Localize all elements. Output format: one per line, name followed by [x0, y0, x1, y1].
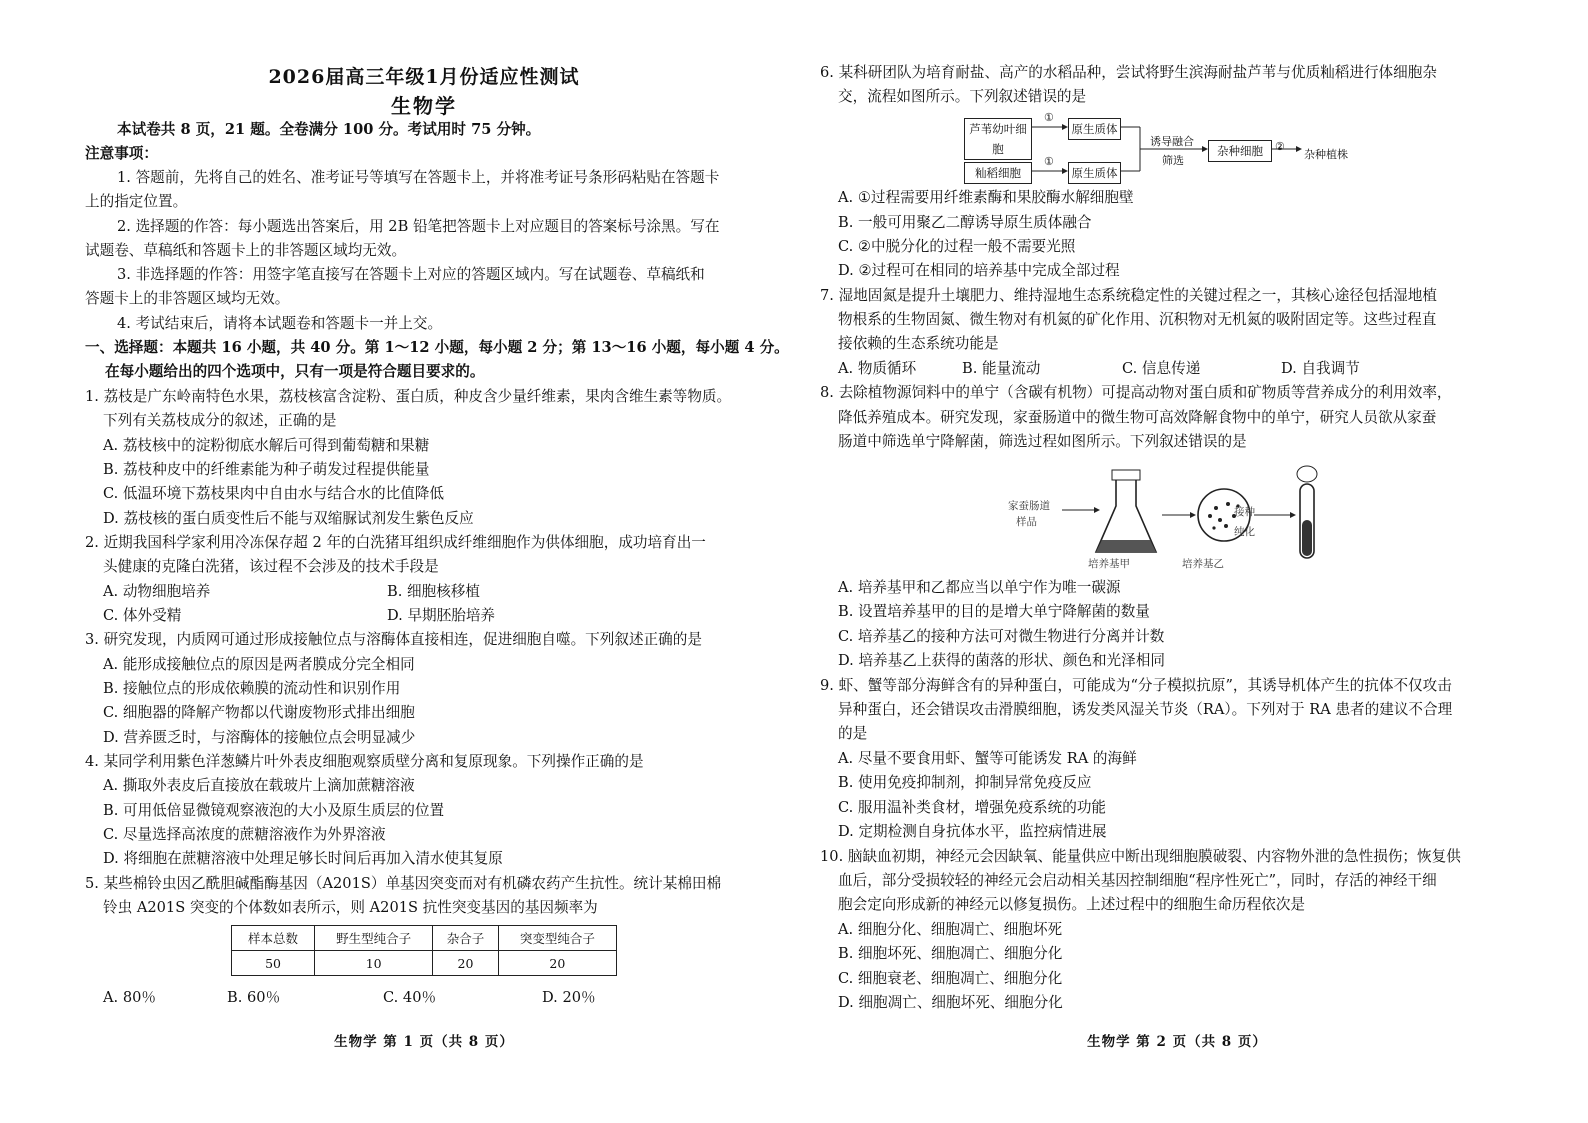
option: D. 营养匮乏时，与溶酶体的接触位点会明显减少: [103, 729, 416, 746]
option: C. 服用温补类食材，增强免疫系统的功能: [838, 799, 1107, 816]
note-line: 上的指定位置。: [85, 193, 188, 210]
flow-fusion-label: 诱导融合: [1150, 135, 1194, 148]
option: D. 早期胚胎培养: [387, 607, 496, 624]
question-stem: 下列有关荔枝成分的叙述，正确的是: [103, 412, 337, 429]
option: D. 自我调节: [1281, 360, 1360, 377]
option: A. 80％: [103, 989, 156, 1006]
question-stem: 铃虫 A201S 突变的个体数如表所示，则 A201S 抗性突变基因的基因频率为: [103, 899, 598, 916]
flow-step-1: ①: [1044, 155, 1054, 168]
option: C. 培养基乙的接种方法可对微生物进行分离并计数: [838, 628, 1165, 645]
option: C. 低温环境下荔枝果肉中自由水与结合水的比值降低: [103, 485, 444, 502]
table-header-row: [232, 926, 617, 951]
note-line: 3. 非选择题的作答：用签字笔直接写在答题卡上对应的答题区域内。写在试题卷、草稿纸和: [117, 266, 705, 283]
question-stem: 5. 某些棉铃虫因乙酰胆碱酯酶基因（A201S）单基因突变而对有机磷农药产生抗性。统计某棉田棉: [85, 875, 722, 892]
option: C. 体外受精: [103, 607, 182, 624]
question-stem: 6. 某科研团队为培育耐盐、高产的水稻品种，尝试将野生滨海耐盐芦苇与优质籼稻进行体细胞杂: [820, 64, 1437, 81]
option: D. 将细胞在蔗糖溶液中处理足够长时间后再加入清水使其复原: [103, 850, 503, 867]
section-heading: 一、选择题：本题共 16 小题，共 40 分。第 1～12 小题，每小题 2 分；第 13～16 小题，每小题 4 分。: [85, 339, 789, 356]
option: B. 荔枝种皮中的纤维素能为种子萌发过程提供能量: [103, 461, 430, 478]
option: B. 一般可用聚乙二醇诱导原生质体融合: [838, 214, 1092, 231]
exam-title: 2026届高三年级1月份适应性测试: [268, 66, 580, 88]
question-stem: 7. 湿地固氮是提升土壤肥力、维持湿地生态系统稳定性的关键过程之一，其核心途径包括湿地植: [820, 287, 1437, 304]
table-row: [232, 951, 617, 976]
option: C. 细胞器的降解产物都以代谢废物形式排出细胞: [103, 704, 415, 721]
question-stem: 9. 虾、蟹等部分海鲜含有的异种蛋白，可能成为“分子模拟抗原”，其诱导机体产生的抗体不仅攻击: [820, 677, 1452, 694]
flow-protoplast: 原生质体: [1068, 162, 1121, 184]
question-stem: 10. 脑缺血初期，神经元会因缺氧、能量供应中断出现细胞膜破裂、内容物外泄的急性损伤；恢复供: [820, 848, 1461, 865]
table-header-cell: 样本总数: [232, 926, 315, 951]
flow-reed-cell: 芦苇幼叶细胞: [964, 118, 1032, 160]
figure-sample-label: 家蚕肠道: [1008, 500, 1050, 512]
subject-title: 生物学: [391, 94, 457, 118]
flow-rice-cell: 籼稻细胞: [964, 162, 1032, 184]
flow-protoplast: 原生质体: [1068, 118, 1121, 140]
option: A. 培养基甲和乙都应当以单宁作为唯一碳源: [838, 579, 1121, 596]
option: A. 物质循环: [838, 360, 917, 377]
flow-step-1: ①: [1044, 111, 1054, 124]
option: D. ②过程可在相同的培养基中完成全部过程: [838, 262, 1120, 279]
note-line: 2. 选择题的作答：每小题选出答案后，用 2B 铅笔把答题卡上对应题目的答案标号涂黑。写在: [117, 218, 720, 235]
option: B. 60％: [227, 989, 281, 1006]
question-stem: 3. 研究发现，内质网可通过形成接触位点与溶酶体直接相连，促进细胞自噬。下列叙述正确的是: [85, 631, 702, 648]
page-footer: 生物学 第 1 页（共 8 页）: [334, 1034, 514, 1050]
question-stem: 物根系的生物固氮、微生物对有机氮的矿化作用、沉积物对无机氮的吸附固定等。这些过程直: [838, 311, 1437, 328]
option: B. 可用低倍显微镜观察液泡的大小及原生质层的位置: [103, 802, 445, 819]
flow-hybrid-plant: 杂种植株: [1304, 148, 1348, 161]
question-stem: 接依赖的生态系统功能是: [838, 335, 999, 352]
flow-screen-label: 筛选: [1162, 154, 1184, 167]
table-cell: 10: [315, 951, 433, 976]
table-cell: 20: [498, 951, 616, 976]
option: B. 细胞核移植: [387, 583, 480, 600]
option: D. 荔枝核的蛋白质变性后不能与双缩脲试剂发生紫色反应: [103, 510, 474, 527]
option: C. ②中脱分化的过程一般不需要光照: [838, 238, 1076, 255]
question-stem: 的是: [838, 725, 868, 742]
option: C. 细胞衰老、细胞凋亡、细胞分化: [838, 970, 1063, 987]
option: A. 荔枝核中的淀粉彻底水解后可得到葡萄糖和果糖: [103, 437, 430, 454]
option: D. 定期检测自身抗体水平，监控病情进展: [838, 823, 1107, 840]
question-stem: 血后，部分受损较轻的神经元会启动相关基因控制细胞“程序性死亡”，同时，存活的神经干细: [838, 872, 1437, 889]
question-stem: 2. 近期我国科学家利用冷冻保存超 2 年的白洗猪耳组织成纤维细胞作为供体细胞，成功培育出一: [85, 534, 706, 551]
table-header-cell: 野生型纯合子: [315, 926, 433, 951]
option: A. ①过程需要用纤维素酶和果胶酶水解细胞壁: [838, 189, 1134, 206]
option: B. 使用免疫抑制剂，抑制异常免疫反应: [838, 774, 1092, 791]
question-stem: 头健康的克隆白洗猪，该过程不会涉及的技术手段是: [103, 558, 439, 575]
note-line: 4. 考试结束后，请将本试题卷和答题卡一并上交。: [117, 315, 443, 332]
figure-medium-a: 培养基甲: [1088, 558, 1130, 570]
figure-purify-label: 纯化: [1234, 526, 1255, 538]
question-stem: 8. 去除植物源饲料中的单宁（含碳有机物）可提高动物对蛋白质和矿物质等营养成分的利用效率，: [820, 384, 1452, 401]
option: A. 尽量不要食用虾、蟹等可能诱发 RA 的海鲜: [838, 750, 1137, 767]
question-stem: 交，流程如图所示。下列叙述错误的是: [838, 88, 1087, 105]
option: B. 接触位点的形成依赖膜的流动性和识别作用: [103, 680, 401, 697]
option: B. 细胞坏死、细胞凋亡、细胞分化: [838, 945, 1063, 962]
option: A. 能形成接触位点的原因是两者膜成分完全相同: [103, 656, 415, 673]
figure-sample-label: 样品: [1016, 516, 1037, 528]
table-header-cell: 杂合子: [433, 926, 498, 951]
table-cell: 50: [232, 951, 315, 976]
note-line: 试题卷、草稿纸和答题卡上的非答题区域均无效。: [85, 242, 407, 259]
option: C. 40％: [383, 989, 437, 1006]
notes-heading: 注意事项：: [85, 145, 158, 162]
note-line: 答题卡上的非答题区域均无效。: [85, 290, 290, 307]
option: C. 尽量选择高浓度的蔗糖溶液作为外界溶液: [103, 826, 386, 843]
question-stem: 4. 某同学利用紫色洋葱鳞片叶外表皮细胞观察质壁分离和复原现象。下列操作正确的是: [85, 753, 644, 770]
exam-info: 本试卷共 8 页，21 题。全卷满分 100 分。考试用时 75 分钟。: [117, 121, 541, 138]
option: B. 能量流动: [962, 360, 1041, 377]
option: D. 培养基乙上获得的菌落的形状、颜色和光泽相同: [838, 652, 1165, 669]
option: A. 撕取外表皮后直接放在载玻片上滴加蔗糖溶液: [103, 777, 415, 794]
question-stem: 降低养殖成本。研究发现，家蚕肠道中的微生物可高效降解食物中的单宁，研究人员欲从家蚕: [838, 409, 1437, 426]
flow-hybrid-cell: 杂种细胞: [1208, 140, 1272, 162]
question-stem: 胞会定向形成新的神经元以修复损伤。上述过程中的细胞生命历程依次是: [838, 896, 1306, 913]
section-heading: 在每小题给出的四个选项中，只有一项是符合题目要求的。: [105, 363, 485, 380]
table-cell: 20: [433, 951, 498, 976]
figure-medium-b: 培养基乙: [1182, 558, 1224, 570]
table-header-cell: 突变型纯合子: [498, 926, 616, 951]
option: C. 信息传递: [1122, 360, 1201, 377]
figure-inoculate-label: 接种: [1234, 506, 1255, 518]
question-stem: 异种蛋白，还会错误攻击滑膜细胞，诱发类风湿关节炎（RA）。下列对于 RA 患者的建议不合理: [838, 701, 1453, 718]
option: A. 动物细胞培养: [103, 583, 211, 600]
option: D. 细胞凋亡、细胞坏死、细胞分化: [838, 994, 1063, 1011]
question-stem: 肠道中筛选单宁降解菌，筛选过程如图所示。下列叙述错误的是: [838, 433, 1247, 450]
flow-step-2: ②: [1275, 140, 1285, 153]
genotype-table: [231, 925, 617, 976]
screening-drawing: [1058, 460, 1318, 570]
option: A. 细胞分化、细胞凋亡、细胞坏死: [838, 921, 1063, 938]
option: B. 设置培养基甲的目的是增大单宁降解菌的数量: [838, 603, 1150, 620]
option: D. 20％: [542, 989, 596, 1006]
page-footer: 生物学 第 2 页（共 8 页）: [1087, 1034, 1267, 1050]
note-line: 1. 答题前，先将自己的姓名、准考证号等填写在答题卡上，并将准考证号条形码粘贴在答题卡: [117, 169, 720, 186]
question-stem: 1. 荔枝是广东岭南特色水果，荔枝核富含淀粉、蛋白质，种皮含少量纤维素，果肉含维生素等物质。: [85, 388, 732, 405]
